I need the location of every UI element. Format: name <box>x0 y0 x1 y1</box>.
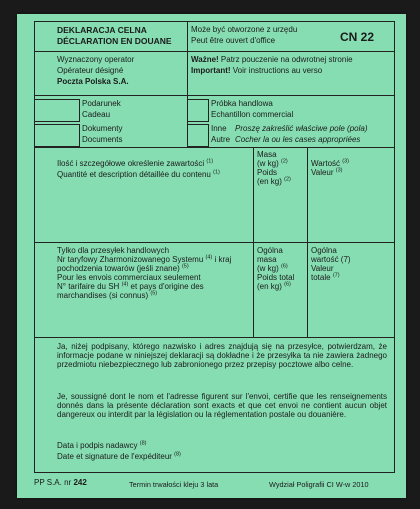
rule-table-top <box>34 242 395 243</box>
operator-name: Poczta Polska S.A. <box>57 77 129 86</box>
weight-header-line: Masa <box>257 150 277 159</box>
rule-header <box>34 51 395 52</box>
declaration-polish: Ja, niżej podpisany, którego nazwisko i adres znajdują się na przesyłce, potwierdzam, że informacje podane w niniejszej deklaracji są dokładne i że przesyłka ta nie zawiera żadnego przedmiotu niebezpiecznego lub zabronionego przez przepisy pocztowe albo celne. <box>57 342 387 370</box>
weight-header <box>257 151 291 187</box>
gift-checkbox[interactable] <box>34 99 80 122</box>
commercial-line: Pour les envois commerciaux seulement <box>57 272 201 282</box>
open-notice-french: Peut être ouvert d'office <box>191 36 276 45</box>
weight-header-line: (w kg) $^{(2)}$ <box>257 158 288 168</box>
border-left <box>34 21 35 472</box>
sample-label-polish: Próbka handlowa <box>211 99 273 108</box>
contents-description-french <box>57 171 220 180</box>
footer-printer: Wydział Poligrafii CI W-w 2010 <box>269 480 369 489</box>
declaration-french: Je, soussigné dont le nom et l'adresse figurent sur l'envoi, certifie que les renseignements donnés dans la présente déclaration sont exacts et que cet envoi ne contient aucun objet dangereux ou interdit par la législation ou la réglementation postale ou douanière. <box>57 392 387 420</box>
total-value-line: Ogólna <box>311 246 337 255</box>
important-text-french: Voir instructions au verso <box>230 66 323 75</box>
weight-header-line: (en kg) $^{(2)}$ <box>257 176 291 186</box>
commercial-line: Nr taryfowy Zharmonizowanego Systemu $^{(4)}$ i kraj <box>57 254 232 264</box>
sample-checkbox[interactable] <box>187 99 209 122</box>
value-header-line: Valeur $^{(3)}$ <box>311 167 343 177</box>
operator-label-french: Opérateur désigné <box>57 66 124 75</box>
total-value-line: wartość (7) <box>311 254 351 264</box>
documents-checkbox[interactable] <box>34 124 80 147</box>
documents-label-polish: Dokumenty <box>82 124 123 133</box>
important-notice-polish <box>191 56 353 65</box>
selection-note-french: Cocher la ou les cases appropriées <box>235 135 361 144</box>
form-code: CN 22 <box>340 30 375 44</box>
title-polish: DEKLARACJA CELNA <box>57 25 147 35</box>
total-weight-line: (w kg) $^{(6)}$ <box>257 263 288 273</box>
border-top <box>34 21 395 22</box>
weight-header-line: Poids <box>257 167 278 177</box>
footnote-ref: (1) <box>206 158 214 165</box>
important-label-polish: Ważne! <box>191 55 219 64</box>
signature-label-french: Date et signature de l'expéditeur $^{(8)}$ <box>57 451 181 461</box>
total-weight-header <box>257 247 294 292</box>
contents-desc-polish-text: Ilość i szczegółowe określenie zawartości <box>57 159 205 168</box>
rule-operator <box>34 95 395 96</box>
divider-weight-column <box>253 147 254 337</box>
commercial-line: pochodzenia towarów (jeśli znane) $^{(5)}$ <box>57 263 189 273</box>
important-label-french: Important! <box>191 66 231 75</box>
total-weight-line: masa <box>257 254 277 264</box>
commercial-line: Tylko dla przesyłek handlowych <box>57 246 170 255</box>
value-header-line: Wartość $^{(3)}$ <box>311 158 350 168</box>
operator-label-polish: Wyznaczony operator <box>57 55 135 64</box>
rule-table-bottom <box>34 337 395 338</box>
value-header <box>311 160 349 178</box>
other-checkbox[interactable] <box>187 124 209 147</box>
contents-desc-french-text: Quantité et description détaillée du contenu <box>57 170 211 179</box>
signature-label-polish: Data i podpis nadawcy $^{(8)}$ <box>57 440 147 450</box>
gift-label-french: Cadeau <box>82 110 111 119</box>
open-notice-polish: Może być otworzone z urzędu <box>191 25 298 34</box>
total-value-line: Valeur <box>311 263 334 273</box>
important-notice-french <box>191 67 322 76</box>
other-label-polish: Inne <box>211 124 227 133</box>
important-text-polish: Patrz pouczenie na odwrotnej stronie <box>218 55 353 64</box>
contents-description-polish <box>57 160 213 169</box>
documents-label-french: Documents <box>82 135 123 144</box>
border-right <box>394 21 395 472</box>
footer-reference: PP S.A. nr 242 <box>34 478 87 487</box>
footnote-ref: (1) <box>213 169 220 176</box>
total-weight-line: Ogólna <box>257 246 283 255</box>
gift-label-polish: Podarunek <box>82 99 121 108</box>
border-bottom <box>34 472 395 473</box>
footer-glue-durability: Termin trwałości kleju 3 lata <box>129 480 219 489</box>
customs-declaration-form <box>17 14 406 498</box>
total-weight-line: Poids total <box>257 272 295 282</box>
sample-label-french: Echantillon commercial <box>211 110 294 119</box>
commercial-line: marchandises (si connus) $^{(5)}$ <box>57 290 158 300</box>
other-label-french: Autre <box>211 135 231 144</box>
divider-value-column <box>307 147 308 337</box>
commercial-line: N° tarifaire du SH $^{(4)}$ et pays d'origine des <box>57 281 204 291</box>
total-value-header <box>311 247 351 283</box>
rule-categories <box>34 147 395 148</box>
divider-header <box>187 21 188 95</box>
title-french: DÉCLARATION EN DOUANE <box>57 36 172 46</box>
total-weight-line: (en kg) $^{(6)}$ <box>257 281 291 291</box>
total-value-line: totale $^{(7)}$ <box>311 272 340 282</box>
commercial-items-block <box>57 247 231 301</box>
selection-note-polish: Proszę zakreślić właściwe pole (pola) <box>235 124 368 133</box>
